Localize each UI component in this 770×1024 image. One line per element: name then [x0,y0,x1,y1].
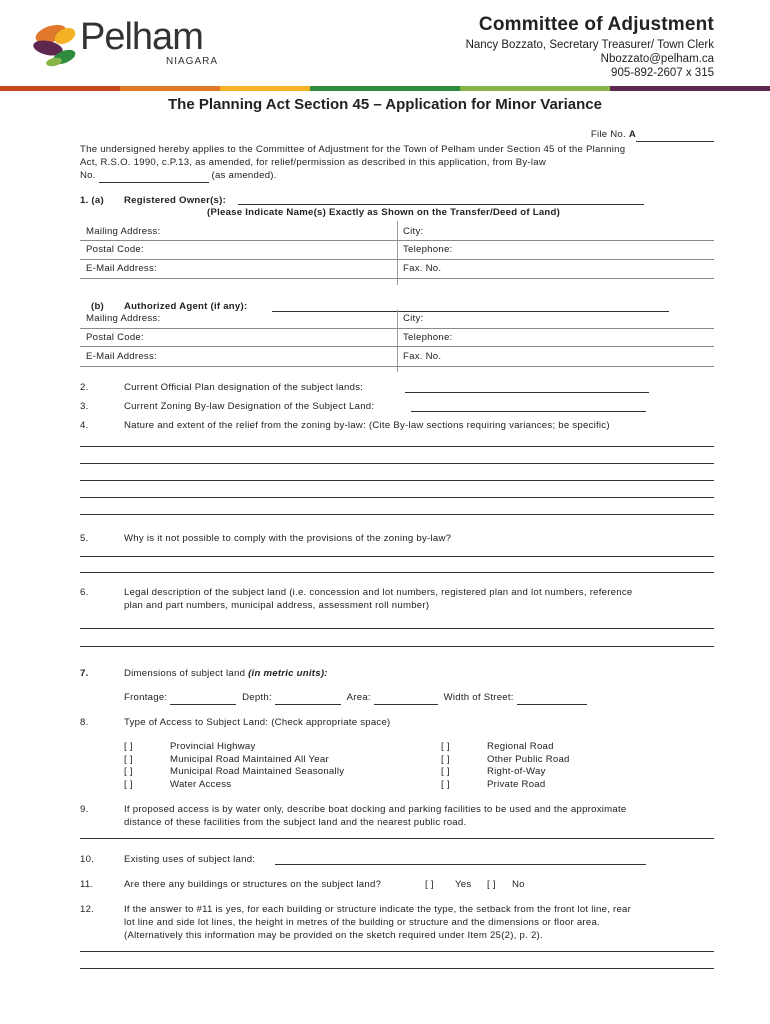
q1-fax-label: Fax. No. [403,263,442,274]
q7-text-main: Dimensions of subject land [124,668,249,679]
q1-owner-field[interactable] [238,204,644,205]
q12-line-2: lot line and side lot lines, the height in metres of the building or structure and the dimensions or floor area. [124,917,600,928]
q7-dimensions-row [124,691,587,705]
q8-num: 8. [80,717,89,728]
q4-answer-line-3[interactable] [80,480,714,481]
q1b-city-label: City: [403,313,424,324]
q8-box-l0[interactable]: [ ] [124,741,133,752]
header-contact-name: Nancy Bozzato, Secretary Treasurer/ Town Clerk [465,39,714,51]
q4-text: Nature and extent of the relief from the zoning by-law: (Cite By-law sections requiring variances; be specific) [124,420,610,431]
q11-yes-label: Yes [455,879,472,890]
q12-num: 12. [80,904,95,915]
q1b-telephone-label: Telephone: [403,332,453,343]
q8-option-provincial-highway: Provincial Highway [170,741,256,752]
q3-text: Current Zoning By-law Designation of the Subject Land: [124,401,375,412]
q9-answer-line[interactable] [80,838,714,839]
q1b-agent-field[interactable] [272,311,669,312]
q1-col-divider [397,221,398,285]
q1b-mailing-label: Mailing Address: [86,313,161,324]
q8-option-regional-road: Regional Road [487,741,554,752]
q2-text: Current Official Plan designation of the subject lands: [124,382,364,393]
q1-mailing-label: Mailing Address: [86,226,161,237]
q1-email-label: E-Mail Address: [86,263,157,274]
q8-option-municipal-all-year: Municipal Road Maintained All Year [170,754,329,765]
q11-num: 11. [80,879,94,890]
leaf-logo-icon [32,20,82,70]
q1-num: 1. (a) [80,195,104,206]
q8-box-r0[interactable]: [ ] [441,741,450,752]
q8-option-water-access: Water Access [170,779,232,790]
intro-line-3 [80,169,277,183]
q7-text [124,667,328,680]
q7-num: 7. [80,668,89,679]
q1-note: (Please Indicate Name(s) Exactly as Shown on the Transfer/Deed of Land) [207,207,561,218]
q7-frontage-field[interactable] [170,691,236,705]
q6-line-1: Legal description of the subject land (i.e. concession and lot numbers, registered plan and lot numbers, reference [124,587,633,598]
q1b-postal-label: Postal Code: [86,332,144,343]
q4-answer-line-4[interactable] [80,497,714,498]
q8-box-r1[interactable]: [ ] [441,754,450,765]
q10-field[interactable] [275,864,646,865]
q2-field[interactable] [405,392,649,393]
q8-box-l3[interactable]: [ ] [124,779,133,790]
q7-depth-label: Depth: [242,692,272,703]
header-email[interactable]: Nbozzato@pelham.ca [600,53,714,65]
q6-answer-line-2[interactable] [80,646,714,647]
intro-line-1: The undersigned hereby applies to the Committee of Adjustment for the Town of Pelham under Section 45 of the Planning [80,144,626,155]
header-phone: 905-892-2607 x 315 [611,67,714,79]
q8-option-private-road: Private Road [487,779,546,790]
q7-frontage-label: Frontage: [124,692,168,703]
q8-text: Type of Access to Subject Land: (Check appropriate space) [124,717,391,728]
bylaw-no-end: (as amended). [211,170,277,181]
q1b-num: (b) [91,301,104,312]
q11-text: Are there any buildings or structures on the subject land? [124,879,382,890]
q1b-label: Authorized Agent (if any): [124,301,248,312]
form-title: The Planning Act Section 45 – Application for Minor Variance [168,96,602,113]
q11-yes-box[interactable]: [ ] [425,879,434,890]
q12-line-3: (Alternatively this information may be provided on the sketch required under Item 25(2), p. 2). [124,930,543,941]
q6-answer-line-1[interactable] [80,628,714,629]
q11-no-box[interactable]: [ ] [487,879,496,890]
q8-option-municipal-seasonally: Municipal Road Maintained Seasonally [170,766,345,777]
q3-num: 3. [80,401,89,412]
q9-line-2: distance of these facilities from the subject land and the nearest public road. [124,817,467,828]
q12-answer-line-2[interactable] [80,968,714,969]
q7-width-field[interactable] [517,691,587,705]
q4-num: 4. [80,420,89,431]
bylaw-no-field[interactable] [99,169,209,183]
file-no-prefix: A [628,129,636,140]
q8-box-r2[interactable]: [ ] [441,766,450,777]
q8-box-l2[interactable]: [ ] [124,766,133,777]
q1b-email-label: E-Mail Address: [86,351,157,362]
file-no-label: File No. [590,129,626,140]
file-no [591,128,714,142]
q7-text-em: (in metric units): [248,668,328,679]
q1b-fax-label: Fax. No. [403,351,442,362]
q4-answer-line-2[interactable] [80,463,714,464]
q9-num: 9. [80,804,89,815]
file-no-field[interactable] [636,128,714,142]
intro-line-2: Act, R.S.O. 1990, c.P.13, as amended, for relief/permission as described in this application, from By-law [80,157,546,168]
q12-answer-line-1[interactable] [80,951,714,952]
q7-area-field[interactable] [374,691,438,705]
q1-postal-label: Postal Code: [86,244,144,255]
q10-text: Existing uses of subject land: [124,854,256,865]
bylaw-no-label: No. [80,170,96,181]
q1-city-label: City: [403,226,424,237]
pelham-logo [32,18,242,72]
q2-num: 2. [80,382,89,393]
q5-answer-line-2[interactable] [80,572,714,573]
q6-line-2: plan and part numbers, municipal address, assessment roll number) [124,600,430,611]
q3-field[interactable] [411,411,646,412]
q12-line-1: If the answer to #11 is yes, for each building or structure indicate the type, the setback from the front lot line, rear [124,904,632,915]
q5-text: Why is it not possible to comply with the provisions of the zoning by-law? [124,533,452,544]
q7-width-label: Width of Street: [443,692,514,703]
q11-no-label: No [512,879,525,890]
q1-label: Registered Owner(s): [124,195,227,206]
q6-num: 6. [80,587,89,598]
q5-num: 5. [80,533,89,544]
header-title: Committee of Adjustment [478,14,714,35]
q9-line-1: If proposed access is by water only, describe boat docking and parking facilities to be used and the approximate [124,804,627,815]
q1-telephone-label: Telephone: [403,244,453,255]
q1b-col-divider [397,310,398,372]
q8-box-r3[interactable]: [ ] [441,779,450,790]
q10-num: 10. [80,854,95,865]
color-bar [0,86,770,91]
q8-box-l1[interactable]: [ ] [124,754,133,765]
logo-sub: NIAGARA [166,56,219,67]
q8-option-right-of-way: Right-of-Way [487,766,546,777]
q8-option-other-public-road: Other Public Road [487,754,570,765]
q7-area-label: Area: [346,692,371,703]
logo-name: Pelham [80,16,203,58]
q4-answer-line-1[interactable] [80,446,714,447]
q7-depth-field[interactable] [275,691,341,705]
q4-answer-line-5[interactable] [80,514,714,515]
q5-answer-line-1[interactable] [80,556,714,557]
